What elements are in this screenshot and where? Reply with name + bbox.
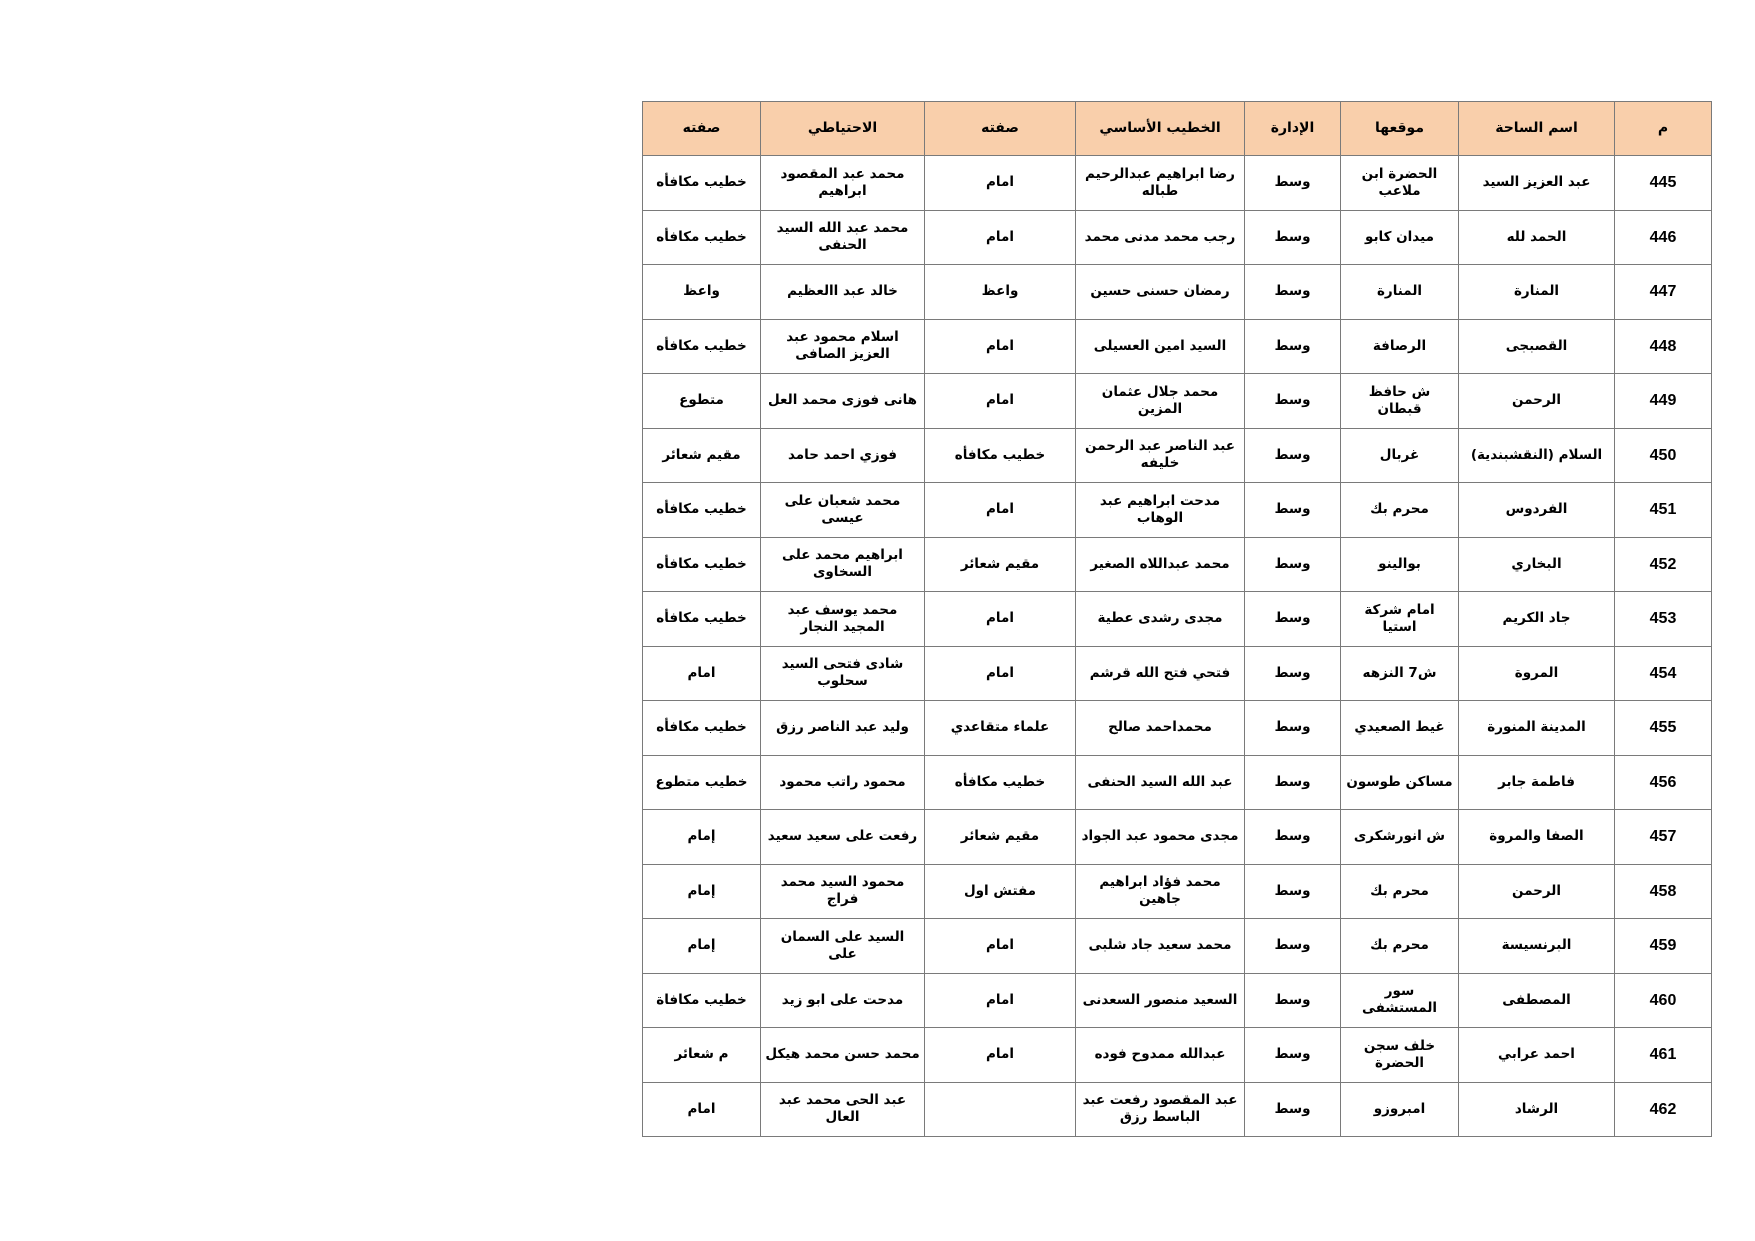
square-name-cell: البرنسيسة [1459,919,1615,974]
table-row [643,265,1712,320]
reserve-preacher-cell: خالد عبد االعظيم [761,265,925,320]
reserve-preacher-cell: فوزي احمد حامد [761,428,925,483]
administration-cell: وسط [1245,1082,1341,1137]
main-preacher-cell: محمداحمد صالح [1076,701,1245,756]
reserve-title-cell: خطيب مكافأه [643,156,761,211]
header-reserve-title: صفته [643,102,761,156]
location-cell: مساكن طوسون [1341,755,1459,810]
administration-cell: وسط [1245,646,1341,701]
reserve-title-cell: خطيب مكافأه [643,592,761,647]
row-number-cell: 447 [1615,265,1712,320]
location-cell: الحضرة ابن ملاعب [1341,156,1459,211]
reserve-preacher-cell: محمد شعبان على عيسى [761,483,925,538]
location-cell: محرم بك [1341,864,1459,919]
main-title-cell: امام [925,319,1076,374]
main-title-cell: خطيب مكافأه [925,755,1076,810]
square-name-cell: المروة [1459,646,1615,701]
main-preacher-cell: فتحي فتح الله قرشم [1076,646,1245,701]
location-cell: غيط الصعيدي [1341,701,1459,756]
table-row [643,156,1712,211]
reserve-preacher-cell: اسلام محمود عبد العزيز الصافى [761,319,925,374]
square-name-cell: فاطمة جابر [1459,755,1615,810]
square-name-cell: احمد عرابي [1459,1028,1615,1083]
square-name-cell: المدينة المنورة [1459,701,1615,756]
square-name-cell: عبد العزيز السيد [1459,156,1615,211]
square-name-cell: الصفا والمروة [1459,810,1615,865]
reserve-title-cell: امام [643,1082,761,1137]
row-number-cell: 462 [1615,1082,1712,1137]
main-title-cell: امام [925,210,1076,265]
reserve-title-cell: إمام [643,919,761,974]
header-square-name: اسم الساحة [1459,102,1615,156]
location-cell: الرصافة [1341,319,1459,374]
reserve-title-cell: خطيب مكافأه [643,537,761,592]
main-preacher-cell: مجدى رشدى عطية [1076,592,1245,647]
row-number-cell: 461 [1615,1028,1712,1083]
reserve-title-cell: مقيم شعائر [643,428,761,483]
reserve-preacher-cell: هانى فوزى محمد العل [761,374,925,429]
table-row [643,646,1712,701]
reserve-preacher-cell: السيد على السمان على [761,919,925,974]
main-title-cell: مفتش اول [925,864,1076,919]
header-administration: الإدارة [1245,102,1341,156]
row-number-cell: 446 [1615,210,1712,265]
table-row [643,537,1712,592]
main-title-cell: امام [925,646,1076,701]
main-title-cell: امام [925,592,1076,647]
table-row [643,210,1712,265]
administration-cell: وسط [1245,537,1341,592]
main-preacher-cell: رجب محمد مدنى محمد [1076,210,1245,265]
reserve-preacher-cell: عبد الحى محمد عبد العال [761,1082,925,1137]
main-title-cell [925,1082,1076,1137]
row-number-cell: 459 [1615,919,1712,974]
square-name-cell: الرشاد [1459,1082,1615,1137]
reserve-title-cell: متطوع [643,374,761,429]
main-title-cell: امام [925,973,1076,1028]
table-row [643,1028,1712,1083]
row-number-cell: 454 [1615,646,1712,701]
reserve-preacher-cell: محمد حسن محمد هيكل [761,1028,925,1083]
reserve-title-cell: امام [643,646,761,701]
row-number-cell: 448 [1615,319,1712,374]
location-cell: ش حافظ قبطان [1341,374,1459,429]
row-number-cell: 456 [1615,755,1712,810]
main-preacher-cell: رضا ابراهيم عبدالرحيم طباله [1076,156,1245,211]
main-preacher-cell: عبد الله السيد الحنفى [1076,755,1245,810]
location-cell: امبروزو [1341,1082,1459,1137]
reserve-title-cell: خطيب مكافأه [643,483,761,538]
reserve-preacher-cell: رفعت على سعيد سعيد [761,810,925,865]
header-reserve-preacher: الاحتياطي [761,102,925,156]
main-title-cell: علماء متقاعدي [925,701,1076,756]
row-number-cell: 445 [1615,156,1712,211]
row-number-cell: 457 [1615,810,1712,865]
main-preacher-cell: السيد امين العسيلى [1076,319,1245,374]
main-preacher-cell: محمد عبداللاه الصغير [1076,537,1245,592]
table-row [643,319,1712,374]
location-cell: ميدان كابو [1341,210,1459,265]
table-row [643,864,1712,919]
table-row [643,755,1712,810]
reserve-preacher-cell: ابراهيم محمد على السخاوى [761,537,925,592]
main-preacher-cell: عبد المقصود رفعت عبد الباسط رزق [1076,1082,1245,1137]
location-cell: سور المستشفى [1341,973,1459,1028]
location-cell: غربال [1341,428,1459,483]
administration-cell: وسط [1245,1028,1341,1083]
main-preacher-cell: السعيد منصور السعدنى [1076,973,1245,1028]
main-preacher-cell: عبد الناصر عبد الرحمن خليفه [1076,428,1245,483]
main-preacher-cell: محمد جلال عثمان المزين [1076,374,1245,429]
main-preacher-cell: عبدالله ممدوح فوده [1076,1028,1245,1083]
main-preacher-cell: مدحت ابراهيم عبد الوهاب [1076,483,1245,538]
main-title-cell: امام [925,156,1076,211]
main-title-cell: امام [925,374,1076,429]
table-row [643,810,1712,865]
row-number-cell: 450 [1615,428,1712,483]
main-preacher-cell: مجدى محمود عبد الجواد [1076,810,1245,865]
table-row [643,973,1712,1028]
square-name-cell: الرحمن [1459,864,1615,919]
square-name-cell: الرحمن [1459,374,1615,429]
header-location: موقعها [1341,102,1459,156]
square-name-cell: المصطفى [1459,973,1615,1028]
main-title-cell: امام [925,919,1076,974]
location-cell: ش انورشكرى [1341,810,1459,865]
reserve-title-cell: خطيب مكافأه [643,319,761,374]
reserve-preacher-cell: شادى فتحى السيد سحلوب [761,646,925,701]
location-cell: ش7 النزهه [1341,646,1459,701]
reserve-preacher-cell: مدحت على ابو زيد [761,973,925,1028]
administration-cell: وسط [1245,973,1341,1028]
reserve-preacher-cell: محمود راتب محمود [761,755,925,810]
administration-cell: وسط [1245,210,1341,265]
main-preacher-cell: رمضان حسنى حسين [1076,265,1245,320]
reserve-preacher-cell: محمد عبد المقصود ابراهيم [761,156,925,211]
header-row [643,102,1712,156]
administration-cell: وسط [1245,701,1341,756]
square-name-cell: البخاري [1459,537,1615,592]
administration-cell: وسط [1245,919,1341,974]
row-number-cell: 453 [1615,592,1712,647]
reserve-preacher-cell: محمد يوسف عبد المجيد النجار [761,592,925,647]
main-title-cell: مقيم شعائر [925,810,1076,865]
square-name-cell: المنارة [1459,265,1615,320]
reserve-preacher-cell: وليد عبد الناصر رزق [761,701,925,756]
administration-cell: وسط [1245,156,1341,211]
main-title-cell: امام [925,1028,1076,1083]
administration-cell: وسط [1245,755,1341,810]
roster-table [642,101,1712,1137]
table-row [643,592,1712,647]
location-cell: بوالينو [1341,537,1459,592]
header-main-title: صفته [925,102,1076,156]
reserve-preacher-cell: محمد عبد الله السيد الحنفى [761,210,925,265]
reserve-title-cell: خطيب مكافأه [643,210,761,265]
row-number-cell: 451 [1615,483,1712,538]
reserve-title-cell: إمام [643,864,761,919]
administration-cell: وسط [1245,864,1341,919]
main-title-cell: خطيب مكافأه [925,428,1076,483]
administration-cell: وسط [1245,810,1341,865]
main-title-cell: واعظ [925,265,1076,320]
table-row [643,919,1712,974]
table-row [643,428,1712,483]
row-number-cell: 449 [1615,374,1712,429]
header-number: م [1615,102,1712,156]
administration-cell: وسط [1245,374,1341,429]
roster-sheet [642,101,1711,1137]
table-row [643,1082,1712,1137]
main-title-cell: مقيم شعائر [925,537,1076,592]
main-preacher-cell: محمد فؤاد ابراهيم جاهين [1076,864,1245,919]
reserve-title-cell: م شعائر [643,1028,761,1083]
reserve-preacher-cell: محمود السيد محمد فراج [761,864,925,919]
location-cell: محرم بك [1341,483,1459,538]
administration-cell: وسط [1245,428,1341,483]
square-name-cell: الفردوس [1459,483,1615,538]
reserve-title-cell: إمام [643,810,761,865]
administration-cell: وسط [1245,592,1341,647]
reserve-title-cell: خطيب مكافاة [643,973,761,1028]
reserve-title-cell: خطيب متطوع [643,755,761,810]
location-cell: امام شركة استيا [1341,592,1459,647]
administration-cell: وسط [1245,319,1341,374]
square-name-cell: السلام (النقشبندية) [1459,428,1615,483]
square-name-cell: الحمد لله [1459,210,1615,265]
location-cell: خلف سجن الحضرة [1341,1028,1459,1083]
table-row [643,483,1712,538]
location-cell: محرم بك [1341,919,1459,974]
row-number-cell: 460 [1615,973,1712,1028]
table-row [643,701,1712,756]
reserve-title-cell: واعظ [643,265,761,320]
row-number-cell: 455 [1615,701,1712,756]
row-number-cell: 452 [1615,537,1712,592]
square-name-cell: جاد الكريم [1459,592,1615,647]
reserve-title-cell: خطيب مكافأه [643,701,761,756]
location-cell: المنارة [1341,265,1459,320]
square-name-cell: القصبجى [1459,319,1615,374]
table-row [643,374,1712,429]
administration-cell: وسط [1245,265,1341,320]
table-body [643,156,1712,1137]
header-main-preacher: الخطيب الأساسي [1076,102,1245,156]
main-preacher-cell: محمد سعيد جاد شلبى [1076,919,1245,974]
administration-cell: وسط [1245,483,1341,538]
row-number-cell: 458 [1615,864,1712,919]
main-title-cell: امام [925,483,1076,538]
